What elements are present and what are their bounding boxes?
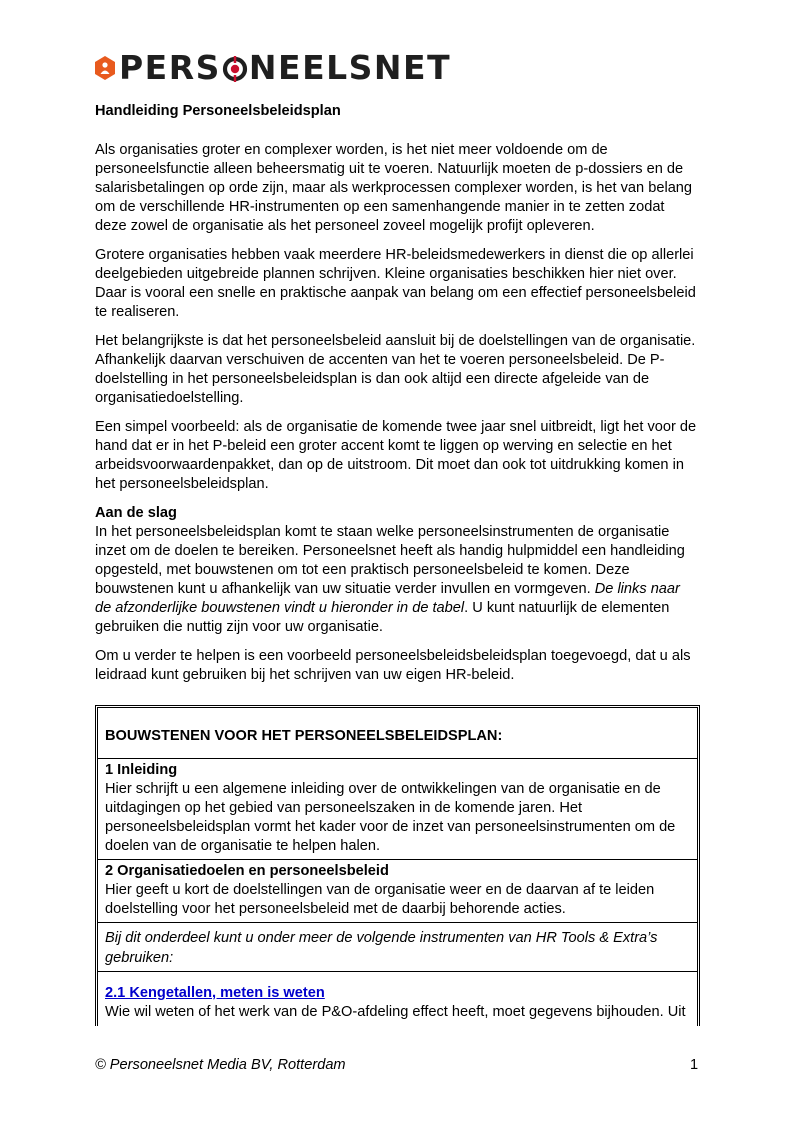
personeelsnet-logo: [94, 50, 451, 86]
section-description: Hier geeft u kort de doelstellingen van de organisatie weer en de daarvan af te leiden doelstelling voor het personeelsbeleid met de daarbij behorende acties.: [105, 882, 655, 917]
bouwstenen-table: [95, 705, 700, 1026]
link-description: Wie wil weten of het werk van de P&O-afdeling effect heeft, moet gegevens bijhouden. Uit: [105, 1004, 686, 1020]
logo-wordmark: [119, 50, 451, 86]
section-description: Hier schrijft u een algemene inleiding over de ontwikkelingen van de organisatie en de uitdagingen op het gebied van personeelszaken in de komende jaren. Het personeelsbeleidsplan vormt het kader voor de inzet van personeelsinstrumenten om de doelen van de organisatie te helpen halen.: [105, 781, 676, 854]
target-o-icon: [222, 56, 248, 82]
section-text-end: . U kunt natuurlijk de elementen gebruiken die nuttig zijn voor uw organisatie.: [95, 600, 670, 635]
kengetallen-link[interactable]: 2.1 Kengetallen, meten is weten: [105, 985, 325, 1001]
section-paragraph: [95, 523, 700, 637]
table-row: [98, 759, 697, 860]
section-text: In het personeelsbeleidsplan komt te staan welke personeelsinstrumenten de organisatie inzet om de doelen te bereiken. Personeelsnet heeft als handig hulpmiddel een handleiding opgesteld, met bouwstenen om tot een praktisch personeelsbeleid te komen. Deze bouwstenen kunt u afhankelijk van uw situatie verder invullen en vormgeven.: [95, 524, 685, 597]
section-italic-text: De links naar de afzonderlijke bouwstenen vindt u hieronder in de tabel: [95, 581, 680, 616]
section-heading: Aan de slag: [95, 505, 177, 521]
table-row: [98, 860, 697, 923]
instrument-note: Bij dit onderdeel kunt u onder meer de volgende instrumenten van HR Tools & Extra’s gebruiken:: [98, 923, 697, 972]
logo-text-end: NEELSNET: [248, 48, 452, 87]
footer-copyright: © Personeelsnet Media BV, Rotterdam: [95, 1057, 346, 1073]
table-row: [98, 972, 697, 1025]
document-body: [95, 102, 700, 695]
paragraph: Grotere organisaties hebben vaak meerdere HR-beleidsmedewerkers in dienst die op allerlei deelgebieden uitgebreide plannen schrijven. Kleine organisaties beschikken hier niet over. Daar is vooral een snelle en praktische aanpak van belang om een effectief personeelsbeleid te realiseren.: [95, 247, 696, 320]
logo-text-start: PERS: [119, 48, 221, 87]
paragraph: Het belangrijkste is dat het personeelsbeleid aansluit bij de doelstellingen van de organisatie. Afhankelijk daarvan verschuiven de accenten van het te voeren personeelsbeleid. De P-doelstelling in het personeelsbeleidsplan is dan ook altijd een directe afgeleide van de organisatiedoelstelling.: [95, 333, 696, 406]
closing-paragraph: Om u verder te helpen is een voorbeeld personeelsbeleidsbeleidsplan toegevoegd, dat u als leidraad kunt gebruiken bij het schrijven van uw eigen HR-beleid.: [95, 648, 691, 683]
document-title: Handleiding Personeelsbeleidsplan: [95, 103, 341, 119]
paragraph: Een simpel voorbeeld: als de organisatie de komende twee jaar snel uitbreidt, ligt het voor de hand dat er in het P-beleid een groter accent komt te liggen op werving en selectie en het arbeidsvoorwaardenpakket, dan op de uitstroom. Dit moet dan ook tot uitdrukking komen in het personeelsbeleidsplan.: [95, 419, 697, 492]
paragraph: Als organisaties groter en complexer worden, is het niet meer voldoende om de personeelsfunctie alleen beheersmatig uit te voeren. Natuurlijk moeten de p-dossiers en de salarisbetalingen op orde zijn, maar als werkprocessen complexer worden, is het van belang om de verschillende HR-instrumenten op een samenhangende manier in te zetten zodat deze zowel de organisatie als het personeel zoveel mogelijk profijt opleveren.: [95, 142, 693, 234]
page-number: 1: [690, 1057, 699, 1073]
personeelsnet-badge-icon: [94, 56, 116, 80]
section-title: 2 Organisatiedoelen en personeelsbeleid: [105, 863, 389, 879]
section-title: 1 Inleiding: [105, 762, 178, 778]
table-heading: BOUWSTENEN VOOR HET PERSONEELSBELEIDSPLAN:: [98, 708, 697, 759]
